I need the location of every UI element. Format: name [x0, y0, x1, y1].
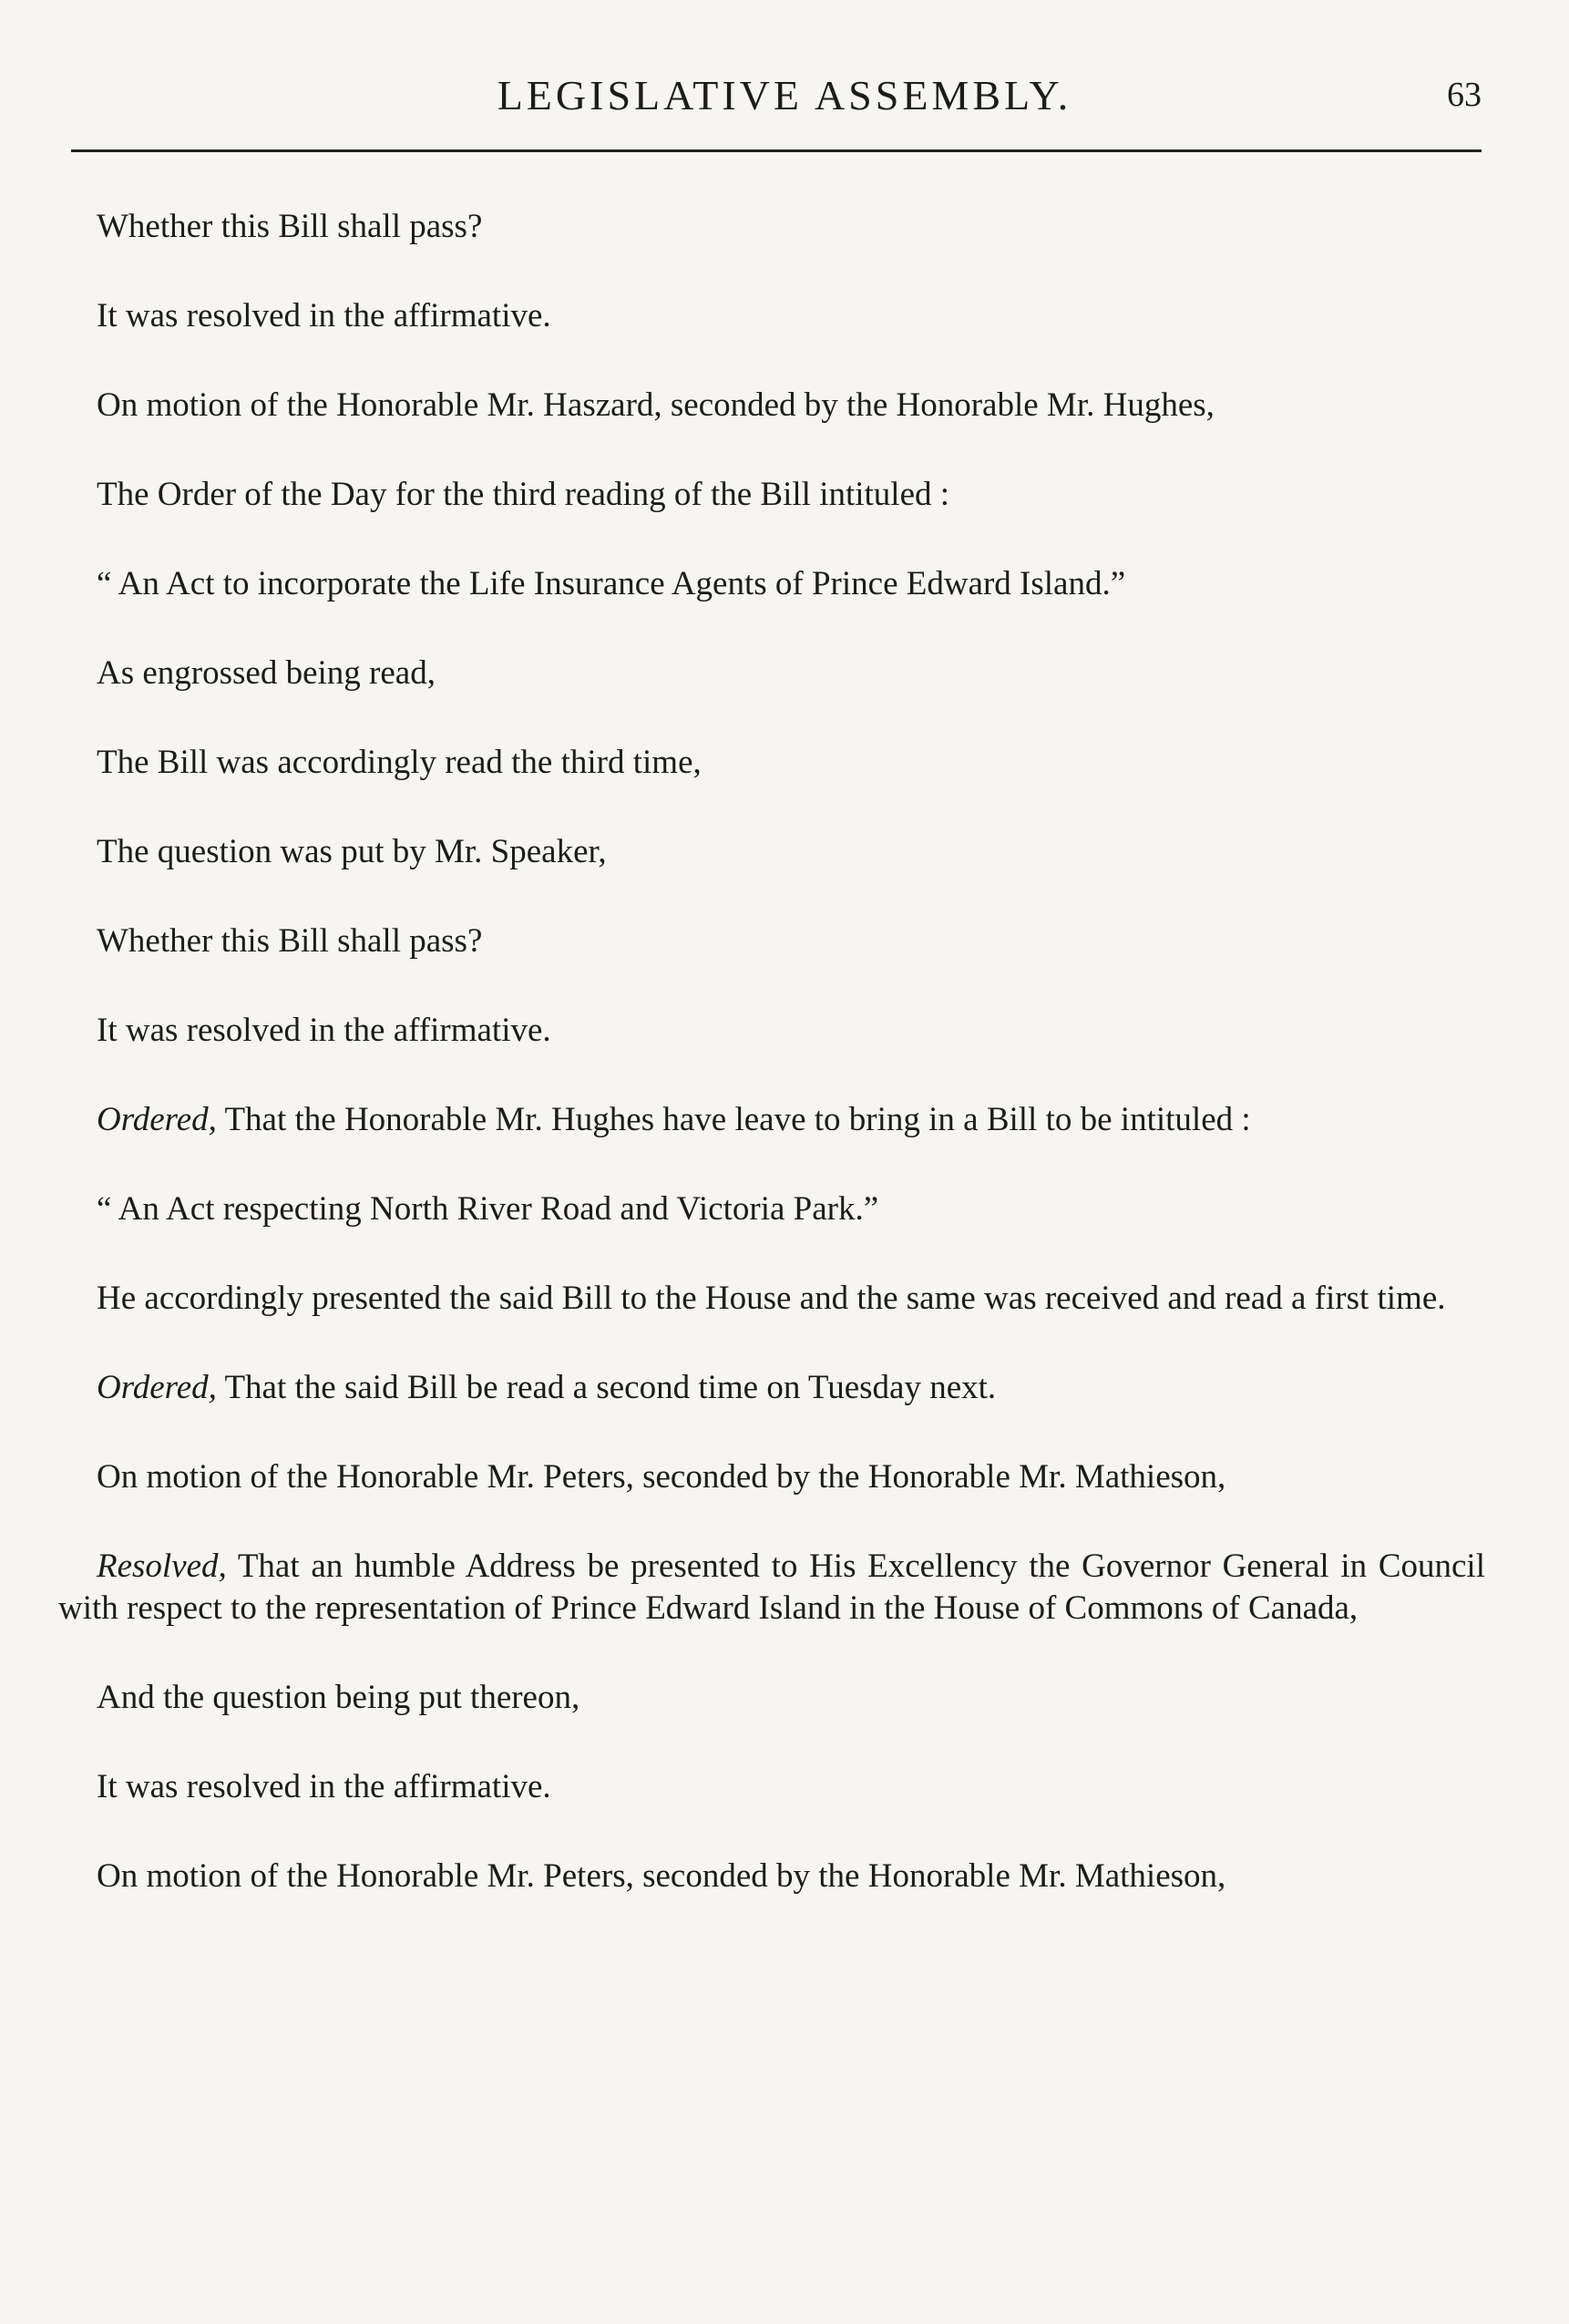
- paragraph: The Order of the Day for the third reading of the Bill intituled :: [97, 476, 950, 513]
- paragraph: And the question being put thereon,: [97, 1679, 580, 1716]
- page-header: [0, 71, 1569, 126]
- paragraph: On motion of the Honorable Mr. Peters, seconded by the Honorable Mr. Mathieson,: [97, 1458, 1226, 1496]
- paragraph: The Bill was accordingly read the third time,: [97, 744, 702, 781]
- page-title: LEGISLATIVE ASSEMBLY.: [497, 72, 1072, 118]
- page-number: 63: [1447, 76, 1482, 114]
- paragraph: Ordered, That the said Bill be read a second time on Tuesday next.: [97, 1369, 997, 1406]
- paragraph: Ordered, That the Honorable Mr. Hughes have leave to bring in a Bill to be intituled :: [97, 1101, 1251, 1138]
- paragraph: Whether this Bill shall pass?: [97, 208, 483, 245]
- paragraph: It was resolved in the affirmative.: [97, 1768, 551, 1805]
- paragraph: The question was put by Mr. Speaker,: [97, 833, 607, 870]
- paragraph: “ An Act to incorporate the Life Insurance Agents of Prince Edward Island.”: [97, 565, 1126, 602]
- paragraph: On motion of the Honorable Mr. Peters, seconded by the Honorable Mr. Mathieson,: [97, 1857, 1226, 1895]
- paragraph: As engrossed being read,: [97, 654, 436, 692]
- paragraph: Whether this Bill shall pass?: [97, 922, 483, 960]
- paragraph: On motion of the Honorable Mr. Haszard, seconded by the Honorable Mr. Hughes,: [97, 386, 1215, 424]
- paragraph: It was resolved in the affirmative.: [97, 1012, 551, 1049]
- paragraph: It was resolved in the affirmative.: [97, 297, 551, 334]
- paragraph: He accordingly presented the said Bill to the House and the same was received and read a first time.: [97, 1280, 1446, 1317]
- document-body: [58, 206, 1485, 1945]
- header-rule: [71, 149, 1482, 152]
- paragraph: “ An Act respecting North River Road and Victoria Park.”: [97, 1190, 879, 1228]
- paragraph: Resolved, That an humble Address be presented to His Excellency the Governor General in Council with respect to the representation of Prince Edward Island in the House of Commons of Canada,: [58, 1548, 1485, 1627]
